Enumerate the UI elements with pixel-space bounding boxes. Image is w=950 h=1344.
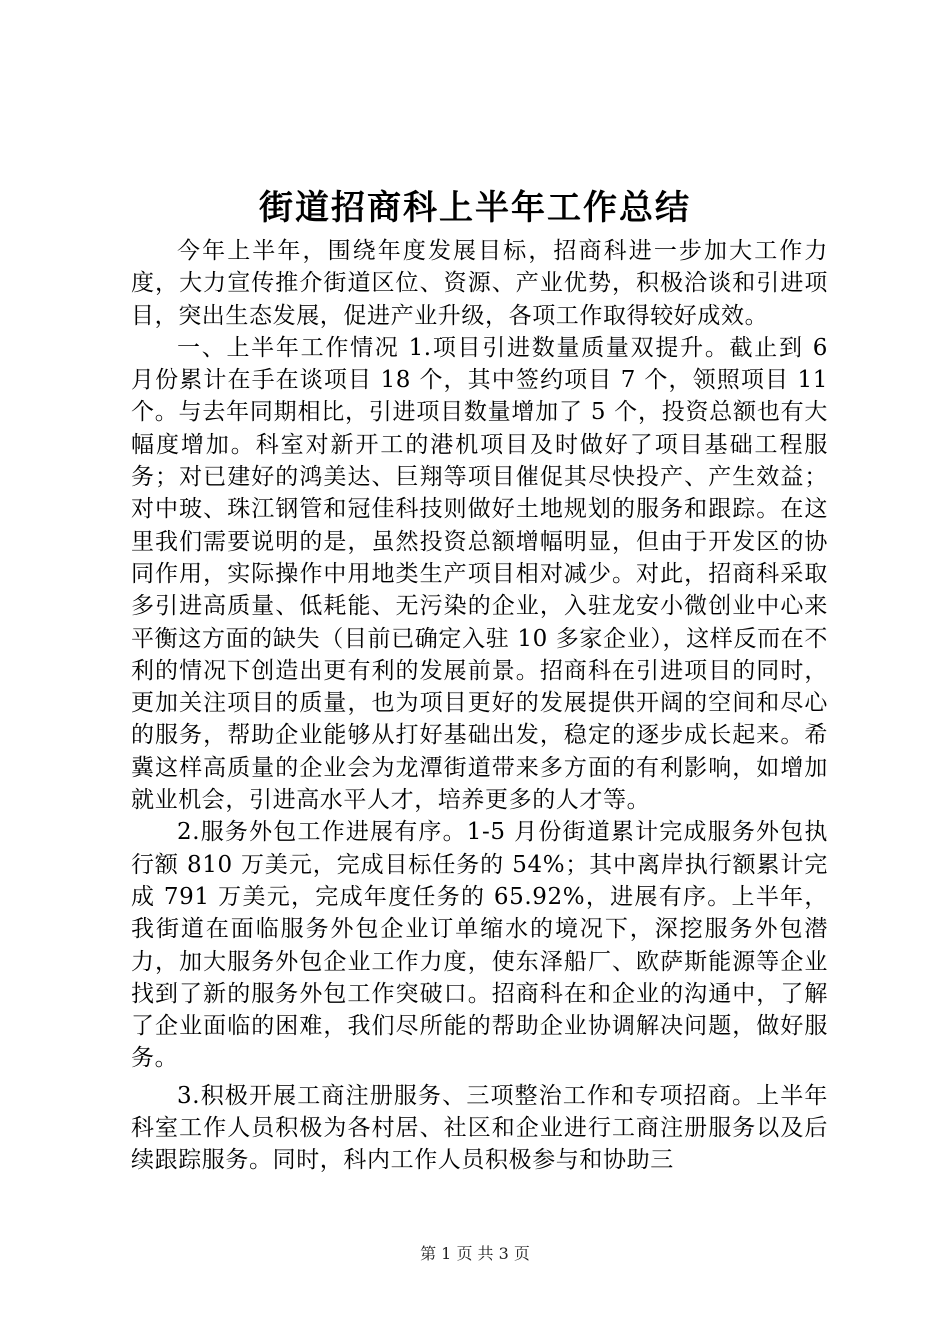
page-number-footer: 第 1 页 共 3 页	[420, 1244, 530, 1263]
document-body	[131, 235, 828, 1177]
paragraph-project-introduction: 一、上半年工作情况 1.项目引进数量质量双提升。截止到 6 月份累计在手在谈项目 18 个，其中签约项目 7 个，领照项目 11 个。与去年同期相比，引进项目数量增加了 5 个，投资总额也有大幅度增加。科室对新开工的港机项目及时做好了项目基础工程服务；对已建好的鸿美达、巨翔等项目催促其尽快投产、产生效益；对中玻、珠江钢管和冠佳科技则做好土地规划的服务和跟踪。在这里我们需要说明的是，虽然投资总额增幅明显，但由于开发区的协同作用，实际操作中用地类生产项目相对减少。对此，招商科采取多引进高质量、低耗能、无污染的企业，入驻龙安小微创业中心来平衡这方面的缺失（目前已确定入驻 10 多家企业），这样反而在不利的情况下创造出更有利的发展前景。招商科在引进项目的同时，更加关注项目的质量，也为项目更好的发展提供开阔的空间和尽心的服务，帮助企业能够从打好基础出发，稳定的逐步成长起来。希冀这样高质量的企业会为龙潭街道带来多方面的有利影响，如增加就业机会，引进高水平人才，培养更多的人才等。	[131, 334, 828, 814]
paragraph-service-outsourcing: 2.服务外包工作进展有序。1-5 月份街道累计完成服务外包执行额 810 万美元，完成目标任务的 54%；其中离岸执行额累计完成 791 万美元，完成年度任务的 65.92%，进展有序。上半年，我街道在面临服务外包企业订单缩水的境况下，深挖服务外包潜力，加大服务外包企业工作力度，使东泽船厂、欧萨斯能源等企业找到了新的服务外包工作突破口。招商科在和企业的沟通中，了解了企业面临的困难，我们尽所能的帮助企业协调解决问题，做好服务。	[131, 819, 828, 1072]
document-title: 街道招商科上半年工作总结	[259, 188, 691, 228]
paragraph-intro: 今年上半年，围绕年度发展目标，招商科进一步加大工作力度，大力宣传推介街道区位、资源、产业优势，积极洽谈和引进项目，突出生态发展，促进产业升级，各项工作取得较好成效。	[131, 238, 828, 329]
paragraph-registration-services: 3.积极开展工商注册服务、三项整治工作和专项招商。上半年科室工作人员积极为各村居、社区和企业进行工商注册服务以及后续跟踪服务。同时，科内工作人员积极参与和协助三	[131, 1082, 828, 1174]
